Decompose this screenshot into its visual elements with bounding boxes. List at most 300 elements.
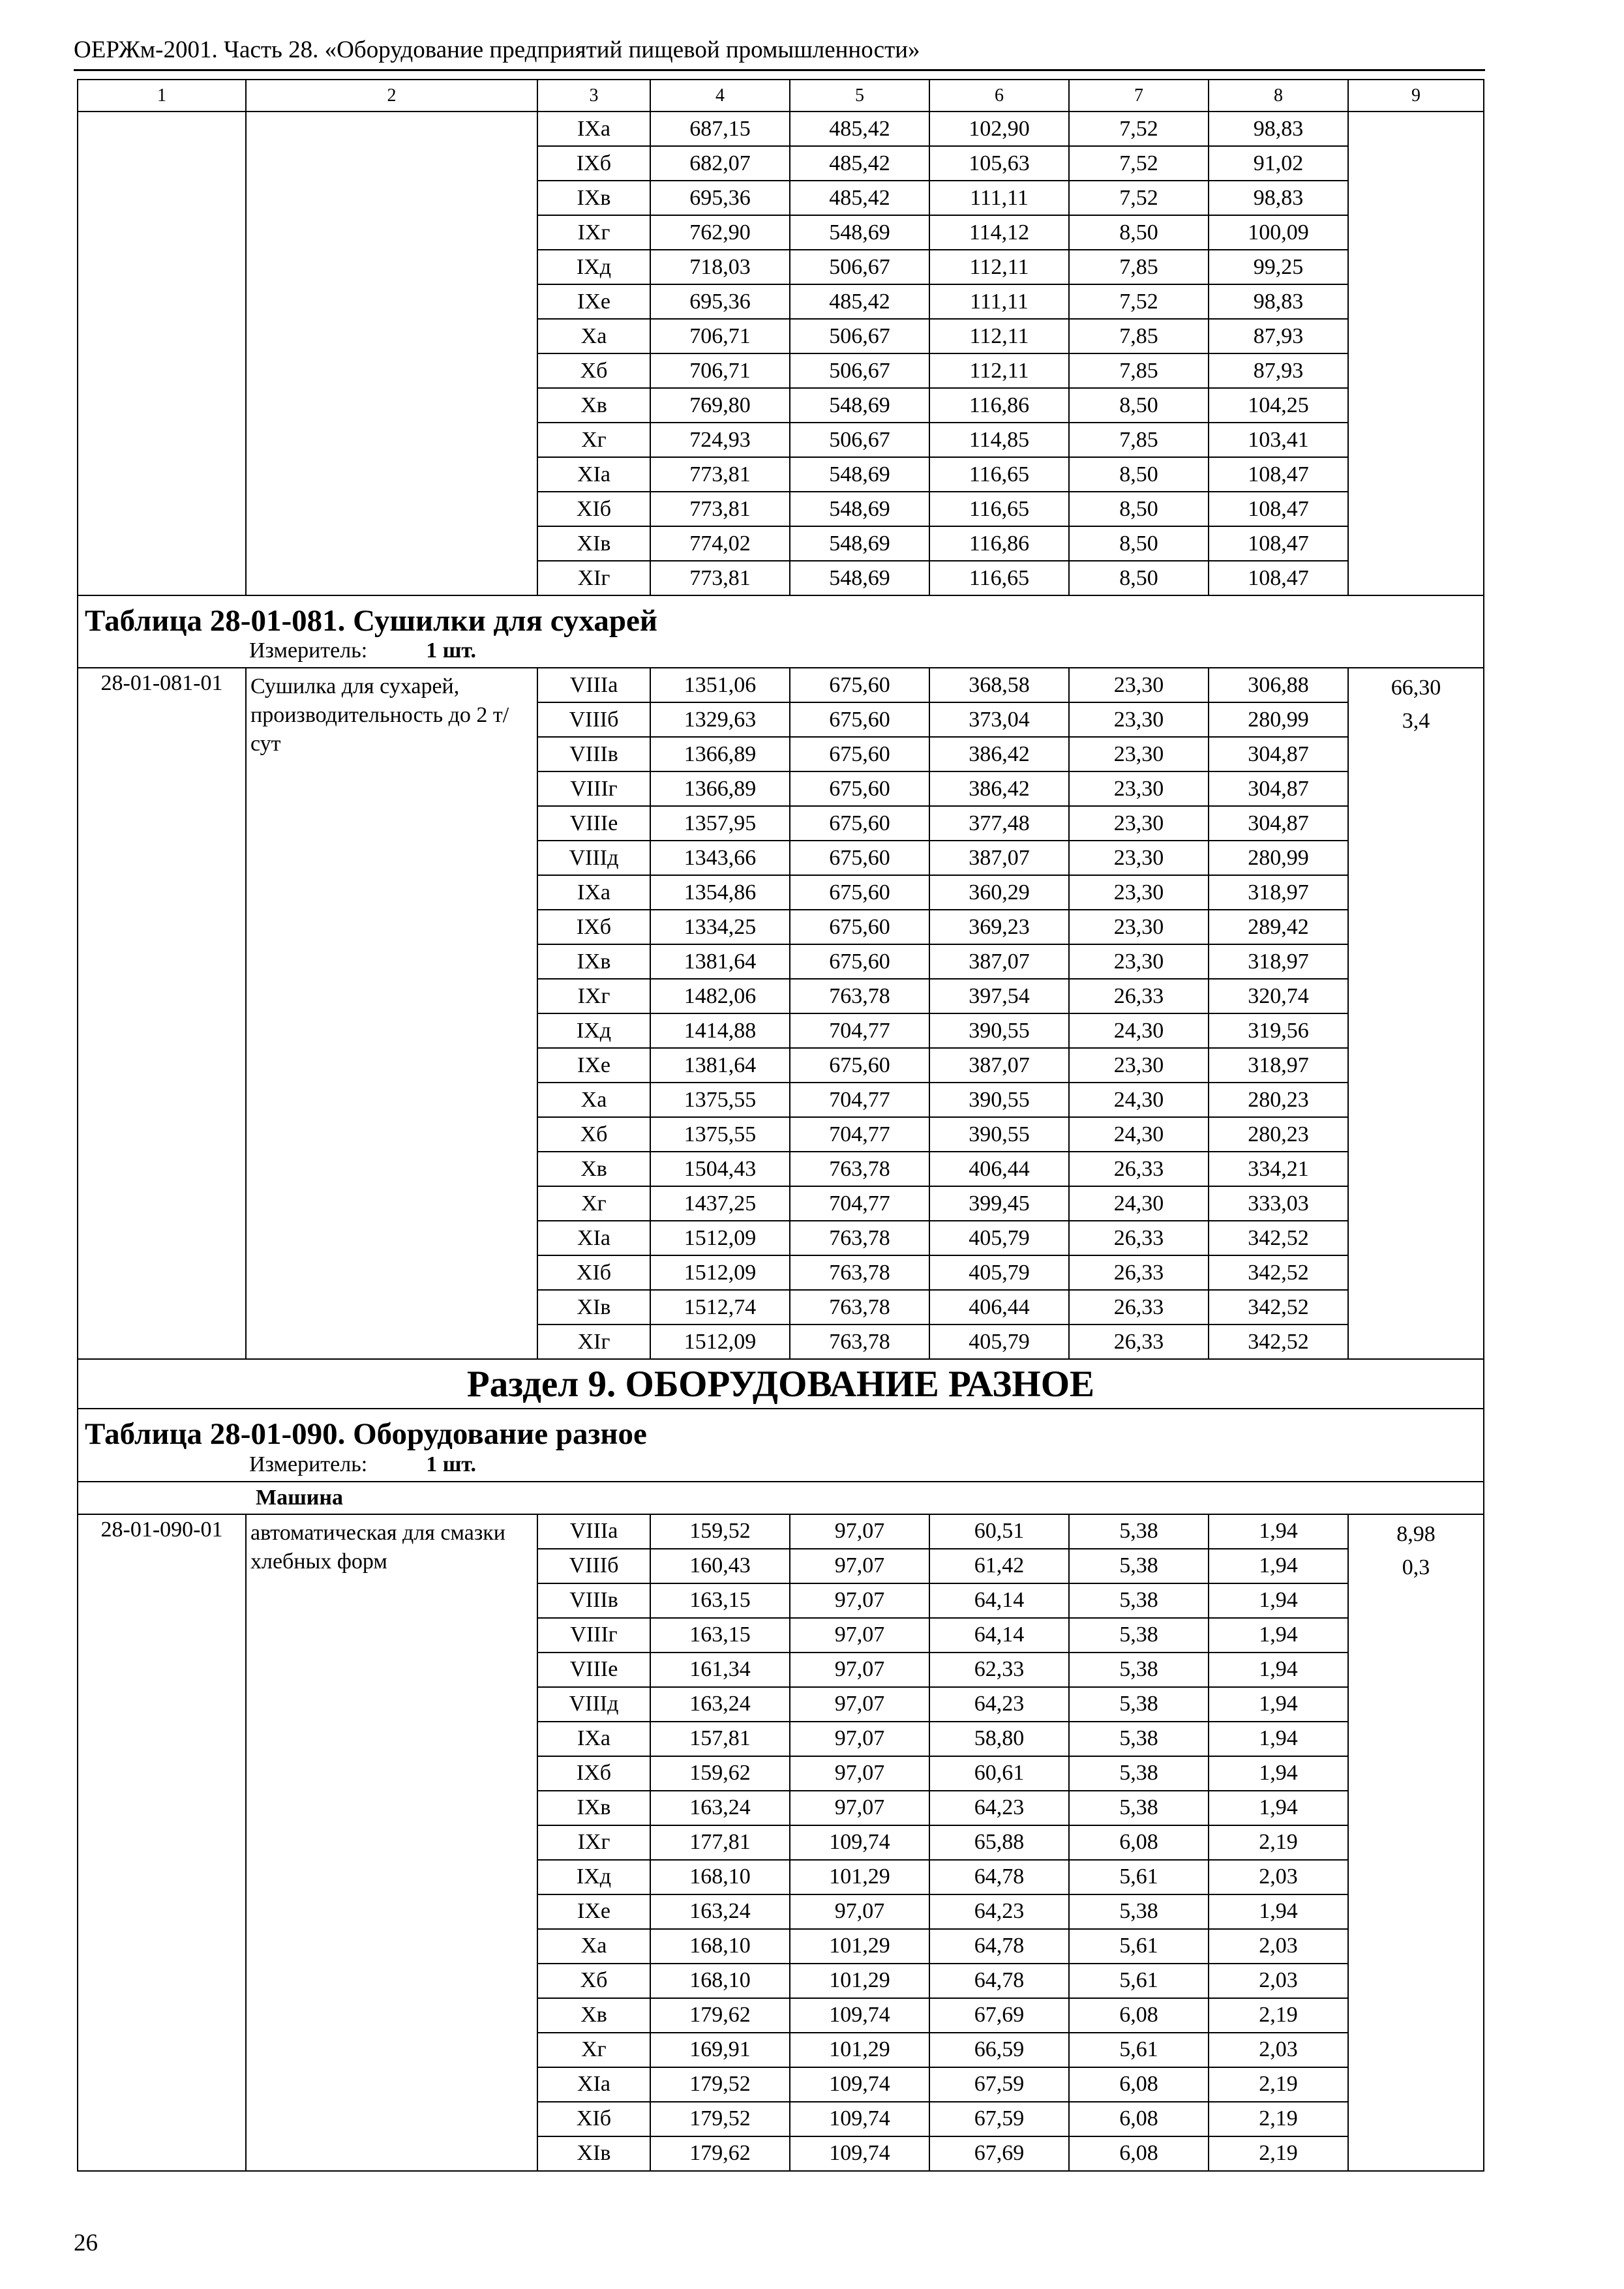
value-cell: 64,78 <box>929 1860 1069 1894</box>
value-cell: 98,83 <box>1209 284 1348 319</box>
zone-cell: Xб <box>537 1964 650 1998</box>
value-cell: 675,60 <box>790 1048 929 1083</box>
value-cell: 8,50 <box>1069 215 1209 250</box>
value-cell: 506,67 <box>790 319 929 353</box>
value-cell: 333,03 <box>1209 1186 1348 1221</box>
value-cell: 67,69 <box>929 2136 1069 2171</box>
value-cell: 1437,25 <box>650 1186 790 1221</box>
value-cell: 1,94 <box>1209 1687 1348 1722</box>
value-cell: 360,29 <box>929 875 1069 910</box>
value-cell: 1357,95 <box>650 806 790 841</box>
value-cell: 675,60 <box>790 702 929 737</box>
value-cell: 342,52 <box>1209 1290 1348 1324</box>
value-cell: 724,93 <box>650 423 790 457</box>
zone-cell: XIг <box>537 1324 650 1359</box>
value-cell: 1354,86 <box>650 875 790 910</box>
column-9-value: 66,30 <box>1391 676 1441 700</box>
value-cell: 304,87 <box>1209 806 1348 841</box>
value-cell: 64,14 <box>929 1583 1069 1618</box>
value-cell: 64,14 <box>929 1618 1069 1653</box>
zone-cell: XIб <box>537 2102 650 2136</box>
value-cell: 387,07 <box>929 944 1069 979</box>
value-cell: 397,54 <box>929 979 1069 1013</box>
value-cell: 109,74 <box>790 1998 929 2033</box>
value-cell: 101,29 <box>790 1860 929 1894</box>
value-cell: 114,85 <box>929 423 1069 457</box>
value-cell: 695,36 <box>650 284 790 319</box>
measure-value: 1 шт. <box>426 1452 477 1476</box>
value-cell: 24,30 <box>1069 1186 1209 1221</box>
value-cell: 67,69 <box>929 1998 1069 2033</box>
table-title-row <box>78 595 1484 668</box>
zone-cell: Xб <box>537 353 650 388</box>
value-cell: 91,02 <box>1209 146 1348 181</box>
table-title: Таблица 28-01-090. Оборудование разное <box>85 1417 647 1452</box>
value-cell: 97,07 <box>790 1653 929 1687</box>
value-cell: 675,60 <box>790 875 929 910</box>
table-row <box>78 1514 1484 1549</box>
column-number-row <box>78 80 1484 112</box>
value-cell: 7,52 <box>1069 284 1209 319</box>
value-cell: 390,55 <box>929 1013 1069 1048</box>
zone-cell: IXв <box>537 1791 650 1825</box>
zone-cell: VIIIб <box>537 1549 650 1583</box>
value-cell: 7,52 <box>1069 146 1209 181</box>
value-cell: 168,10 <box>650 1860 790 1894</box>
zone-cell: VIIIг <box>537 771 650 806</box>
zone-cell: VIIIе <box>537 1653 650 1687</box>
value-cell: 159,52 <box>650 1514 790 1549</box>
value-cell: 1329,63 <box>650 702 790 737</box>
value-cell: 64,78 <box>929 1964 1069 1998</box>
value-cell: 675,60 <box>790 668 929 702</box>
table-title: Таблица 28-01-081. Сушилки для сухарей <box>85 604 657 638</box>
value-cell: 675,60 <box>790 910 929 944</box>
zone-cell: IXб <box>537 146 650 181</box>
zone-cell: VIIIа <box>537 668 650 702</box>
value-cell: 387,07 <box>929 841 1069 875</box>
zone-cell: IXа <box>537 112 650 146</box>
value-cell: 23,30 <box>1069 771 1209 806</box>
value-cell: 704,77 <box>790 1013 929 1048</box>
column-9-values <box>1348 668 1484 1359</box>
value-cell: 763,78 <box>790 1255 929 1290</box>
value-cell: 97,07 <box>790 1756 929 1791</box>
value-cell: 406,44 <box>929 1152 1069 1186</box>
value-cell: 548,69 <box>790 215 929 250</box>
value-cell: 1504,43 <box>650 1152 790 1186</box>
value-cell: 1343,66 <box>650 841 790 875</box>
value-cell: 61,42 <box>929 1549 1069 1583</box>
zone-cell: Xг <box>537 2033 650 2067</box>
zone-cell: XIа <box>537 457 650 492</box>
value-cell: 675,60 <box>790 944 929 979</box>
value-cell: 5,61 <box>1069 1964 1209 1998</box>
value-cell: 87,93 <box>1209 353 1348 388</box>
value-cell: 5,38 <box>1069 1514 1209 1549</box>
value-cell: 5,38 <box>1069 1687 1209 1722</box>
value-cell: 23,30 <box>1069 1048 1209 1083</box>
value-cell: 24,30 <box>1069 1013 1209 1048</box>
zone-cell: IXе <box>537 1894 650 1929</box>
value-cell: 160,43 <box>650 1549 790 1583</box>
value-cell: 1,94 <box>1209 1514 1348 1549</box>
zone-cell: IXб <box>537 910 650 944</box>
value-cell: 8,50 <box>1069 457 1209 492</box>
value-cell: 8,50 <box>1069 561 1209 595</box>
value-cell: 304,87 <box>1209 771 1348 806</box>
value-cell: 368,58 <box>929 668 1069 702</box>
zone-cell: VIIIг <box>537 1618 650 1653</box>
measure-label: Измеритель: <box>249 638 368 663</box>
measure-line <box>78 640 1483 667</box>
value-cell: 116,65 <box>929 492 1069 526</box>
table-title-row <box>78 1409 1484 1481</box>
value-cell: 377,48 <box>929 806 1069 841</box>
page-header: ОЕРЖм-2001. Часть 28. «Оборудование предприятий пищевой промышленности» <box>74 37 920 63</box>
value-cell: 26,33 <box>1069 1221 1209 1255</box>
value-cell: 763,78 <box>790 1221 929 1255</box>
value-cell: 98,83 <box>1209 112 1348 146</box>
value-cell: 1,94 <box>1209 1791 1348 1825</box>
value-cell: 548,69 <box>790 457 929 492</box>
value-cell: 2,19 <box>1209 2102 1348 2136</box>
value-cell: 108,47 <box>1209 492 1348 526</box>
value-cell: 23,30 <box>1069 702 1209 737</box>
value-cell: 342,52 <box>1209 1324 1348 1359</box>
value-cell: 390,55 <box>929 1083 1069 1117</box>
value-cell: 66,59 <box>929 2033 1069 2067</box>
zone-cell: Xг <box>537 423 650 457</box>
value-cell: 1482,06 <box>650 979 790 1013</box>
value-cell: 5,38 <box>1069 1618 1209 1653</box>
zone-cell: Xа <box>537 319 650 353</box>
value-cell: 26,33 <box>1069 1152 1209 1186</box>
table-title-cell <box>78 595 1484 668</box>
value-cell: 406,44 <box>929 1290 1069 1324</box>
value-cell: 23,30 <box>1069 875 1209 910</box>
value-cell: 97,07 <box>790 1549 929 1583</box>
zone-cell: IXг <box>537 1825 650 1860</box>
value-cell: 1512,09 <box>650 1324 790 1359</box>
value-cell: 399,45 <box>929 1186 1069 1221</box>
column-9-values <box>1348 1514 1484 2171</box>
value-cell: 405,79 <box>929 1221 1069 1255</box>
zone-cell: XIг <box>537 561 650 595</box>
value-cell: 369,23 <box>929 910 1069 944</box>
page-number: 26 <box>74 2230 98 2256</box>
zone-cell: VIIIв <box>537 737 650 771</box>
zone-cell: Xа <box>537 1083 650 1117</box>
value-cell: 5,38 <box>1069 1791 1209 1825</box>
zone-cell: Xв <box>537 1152 650 1186</box>
value-cell: 157,81 <box>650 1722 790 1756</box>
value-cell: 2,03 <box>1209 1964 1348 1998</box>
value-cell: 163,24 <box>650 1894 790 1929</box>
zone-cell: IXд <box>537 1013 650 1048</box>
value-cell: 23,30 <box>1069 841 1209 875</box>
value-cell: 23,30 <box>1069 910 1209 944</box>
value-cell: 5,61 <box>1069 1929 1209 1964</box>
value-cell: 1512,74 <box>650 1290 790 1324</box>
value-cell: 8,50 <box>1069 492 1209 526</box>
value-cell: 1,94 <box>1209 1583 1348 1618</box>
section-row <box>78 1359 1484 1409</box>
value-cell: 67,59 <box>929 2067 1069 2102</box>
value-cell: 506,67 <box>790 250 929 284</box>
header-rule <box>74 69 1485 71</box>
column-number: 7 <box>1069 80 1209 112</box>
value-cell: 7,85 <box>1069 319 1209 353</box>
value-cell: 163,15 <box>650 1583 790 1618</box>
value-cell: 109,74 <box>790 1825 929 1860</box>
value-cell: 1381,64 <box>650 944 790 979</box>
value-cell: 548,69 <box>790 526 929 561</box>
value-cell: 704,77 <box>790 1083 929 1117</box>
rate-code: 28-01-090-01 <box>78 1514 246 2171</box>
column-9-value: 3,4 <box>1402 709 1430 734</box>
value-cell: 773,81 <box>650 457 790 492</box>
value-cell: 687,15 <box>650 112 790 146</box>
value-cell: 23,30 <box>1069 944 1209 979</box>
value-cell: 2,03 <box>1209 2033 1348 2067</box>
value-cell: 114,12 <box>929 215 1069 250</box>
value-cell: 318,97 <box>1209 1048 1348 1083</box>
value-cell: 109,74 <box>790 2067 929 2102</box>
zone-cell: VIIIб <box>537 702 650 737</box>
table-row <box>78 112 1484 146</box>
zone-cell: XIа <box>537 2067 650 2102</box>
value-cell: 773,81 <box>650 492 790 526</box>
zone-cell: XIб <box>537 492 650 526</box>
value-cell: 706,71 <box>650 319 790 353</box>
zone-cell: XIв <box>537 526 650 561</box>
value-cell: 386,42 <box>929 771 1069 806</box>
value-cell: 64,23 <box>929 1791 1069 1825</box>
value-cell: 763,78 <box>790 1324 929 1359</box>
value-cell: 2,03 <box>1209 1860 1348 1894</box>
value-cell: 387,07 <box>929 1048 1069 1083</box>
value-cell: 675,60 <box>790 806 929 841</box>
value-cell: 97,07 <box>790 1618 929 1653</box>
section-title: Раздел 9. ОБОРУДОВАНИЕ РАЗНОЕ <box>78 1359 1484 1409</box>
rates-table <box>77 79 1484 2172</box>
value-cell: 108,47 <box>1209 457 1348 492</box>
zone-cell: XIв <box>537 1290 650 1324</box>
value-cell: 116,65 <box>929 561 1069 595</box>
column-number: 4 <box>650 80 790 112</box>
value-cell: 280,23 <box>1209 1083 1348 1117</box>
value-cell: 5,38 <box>1069 1653 1209 1687</box>
zone-cell: Xа <box>537 1929 650 1964</box>
value-cell: 5,38 <box>1069 1549 1209 1583</box>
value-cell: 485,42 <box>790 284 929 319</box>
zone-cell: Xв <box>537 1998 650 2033</box>
value-cell: 2,19 <box>1209 2067 1348 2102</box>
value-cell: 6,08 <box>1069 2067 1209 2102</box>
value-cell: 373,04 <box>929 702 1069 737</box>
value-cell: 7,52 <box>1069 181 1209 215</box>
zone-cell: IXа <box>537 1722 650 1756</box>
zone-cell: Xв <box>537 388 650 423</box>
value-cell: 5,38 <box>1069 1583 1209 1618</box>
measure-value: 1 шт. <box>426 638 477 663</box>
value-cell: 100,09 <box>1209 215 1348 250</box>
rate-description <box>246 112 537 595</box>
column-number: 8 <box>1209 80 1348 112</box>
value-cell: 6,08 <box>1069 1998 1209 2033</box>
value-cell: 26,33 <box>1069 1324 1209 1359</box>
value-cell: 5,38 <box>1069 1722 1209 1756</box>
value-cell: 320,74 <box>1209 979 1348 1013</box>
rate-description: Сушилка для сухарей, производительность до 2 т/сут <box>246 668 537 1359</box>
rate-code: 28-01-081-01 <box>78 668 246 1359</box>
zone-cell: VIIIд <box>537 841 650 875</box>
value-cell: 169,91 <box>650 2033 790 2067</box>
value-cell: 8,50 <box>1069 388 1209 423</box>
value-cell: 111,11 <box>929 181 1069 215</box>
value-cell: 101,29 <box>790 2033 929 2067</box>
value-cell: 704,77 <box>790 1117 929 1152</box>
value-cell: 5,38 <box>1069 1756 1209 1791</box>
value-cell: 306,88 <box>1209 668 1348 702</box>
value-cell: 763,78 <box>790 1152 929 1186</box>
column-number: 3 <box>537 80 650 112</box>
value-cell: 1414,88 <box>650 1013 790 1048</box>
value-cell: 112,11 <box>929 250 1069 284</box>
value-cell: 116,65 <box>929 457 1069 492</box>
value-cell: 179,62 <box>650 2136 790 2171</box>
value-cell: 67,59 <box>929 2102 1069 2136</box>
zone-cell: Xг <box>537 1186 650 1221</box>
value-cell: 64,78 <box>929 1929 1069 1964</box>
value-cell: 342,52 <box>1209 1255 1348 1290</box>
value-cell: 706,71 <box>650 353 790 388</box>
table-row <box>78 668 1484 702</box>
value-cell: 64,23 <box>929 1894 1069 1929</box>
value-cell: 6,08 <box>1069 1825 1209 1860</box>
value-cell: 97,07 <box>790 1583 929 1618</box>
value-cell: 1375,55 <box>650 1117 790 1152</box>
column-number: 2 <box>246 80 537 112</box>
zone-cell: VIIIв <box>537 1583 650 1618</box>
value-cell: 163,15 <box>650 1618 790 1653</box>
column-9-value: 8,98 <box>1396 1521 1436 1546</box>
table-title-cell <box>78 1409 1484 1481</box>
value-cell: 8,50 <box>1069 526 1209 561</box>
value-cell: 24,30 <box>1069 1083 1209 1117</box>
value-cell: 2,19 <box>1209 1998 1348 2033</box>
measure-label: Измеритель: <box>249 1452 368 1476</box>
value-cell: 548,69 <box>790 388 929 423</box>
value-cell: 111,11 <box>929 284 1069 319</box>
zone-cell: Xб <box>537 1117 650 1152</box>
value-cell: 1,94 <box>1209 1894 1348 1929</box>
value-cell: 548,69 <box>790 492 929 526</box>
value-cell: 6,08 <box>1069 2136 1209 2171</box>
value-cell: 101,29 <box>790 1964 929 1998</box>
column-number: 9 <box>1348 80 1484 112</box>
value-cell: 704,77 <box>790 1186 929 1221</box>
value-cell: 102,90 <box>929 112 1069 146</box>
zone-cell: IXв <box>537 944 650 979</box>
value-cell: 62,33 <box>929 1653 1069 1687</box>
value-cell: 342,52 <box>1209 1221 1348 1255</box>
value-cell: 5,61 <box>1069 2033 1209 2067</box>
measure-line <box>78 1454 1483 1481</box>
zone-cell: IXд <box>537 1860 650 1894</box>
value-cell: 1366,89 <box>650 771 790 806</box>
value-cell: 506,67 <box>790 353 929 388</box>
value-cell: 23,30 <box>1069 806 1209 841</box>
column-number: 6 <box>929 80 1069 112</box>
value-cell: 101,29 <box>790 1929 929 1964</box>
value-cell: 485,42 <box>790 146 929 181</box>
value-cell: 718,03 <box>650 250 790 284</box>
zone-cell: IXд <box>537 250 650 284</box>
value-cell: 97,07 <box>790 1894 929 1929</box>
zone-cell: IXе <box>537 1048 650 1083</box>
value-cell: 60,61 <box>929 1756 1069 1791</box>
value-cell: 163,24 <box>650 1687 790 1722</box>
value-cell: 99,25 <box>1209 250 1348 284</box>
value-cell: 1,94 <box>1209 1653 1348 1687</box>
value-cell: 168,10 <box>650 1964 790 1998</box>
zone-cell: IXа <box>537 875 650 910</box>
zone-cell: IXг <box>537 215 650 250</box>
value-cell: 179,52 <box>650 2102 790 2136</box>
value-cell: 386,42 <box>929 737 1069 771</box>
value-cell: 108,47 <box>1209 526 1348 561</box>
value-cell: 103,41 <box>1209 423 1348 457</box>
column-9-value: 0,3 <box>1402 1555 1430 1579</box>
value-cell: 104,25 <box>1209 388 1348 423</box>
zone-cell: VIIIд <box>537 1687 650 1722</box>
zone-cell: VIIIа <box>537 1514 650 1549</box>
group-label: Машина <box>78 1482 1484 1514</box>
value-cell: 774,02 <box>650 526 790 561</box>
value-cell: 179,62 <box>650 1998 790 2033</box>
value-cell: 65,88 <box>929 1825 1069 1860</box>
value-cell: 390,55 <box>929 1117 1069 1152</box>
value-cell: 1,94 <box>1209 1756 1348 1791</box>
value-cell: 1,94 <box>1209 1549 1348 1583</box>
value-cell: 304,87 <box>1209 737 1348 771</box>
value-cell: 7,85 <box>1069 250 1209 284</box>
value-cell: 695,36 <box>650 181 790 215</box>
value-cell: 168,10 <box>650 1929 790 1964</box>
value-cell: 159,62 <box>650 1756 790 1791</box>
value-cell: 1366,89 <box>650 737 790 771</box>
value-cell: 405,79 <box>929 1324 1069 1359</box>
value-cell: 87,93 <box>1209 319 1348 353</box>
value-cell: 1,94 <box>1209 1618 1348 1653</box>
value-cell: 26,33 <box>1069 1290 1209 1324</box>
value-cell: 1375,55 <box>650 1083 790 1117</box>
value-cell: 762,90 <box>650 215 790 250</box>
value-cell: 1334,25 <box>650 910 790 944</box>
value-cell: 5,38 <box>1069 1894 1209 1929</box>
column-9-values <box>1348 112 1484 595</box>
zone-cell: IXе <box>537 284 650 319</box>
value-cell: 405,79 <box>929 1255 1069 1290</box>
value-cell: 97,07 <box>790 1791 929 1825</box>
value-cell: 179,52 <box>650 2067 790 2102</box>
value-cell: 769,80 <box>650 388 790 423</box>
value-cell: 163,24 <box>650 1791 790 1825</box>
value-cell: 5,61 <box>1069 1860 1209 1894</box>
group-row <box>78 1482 1484 1514</box>
